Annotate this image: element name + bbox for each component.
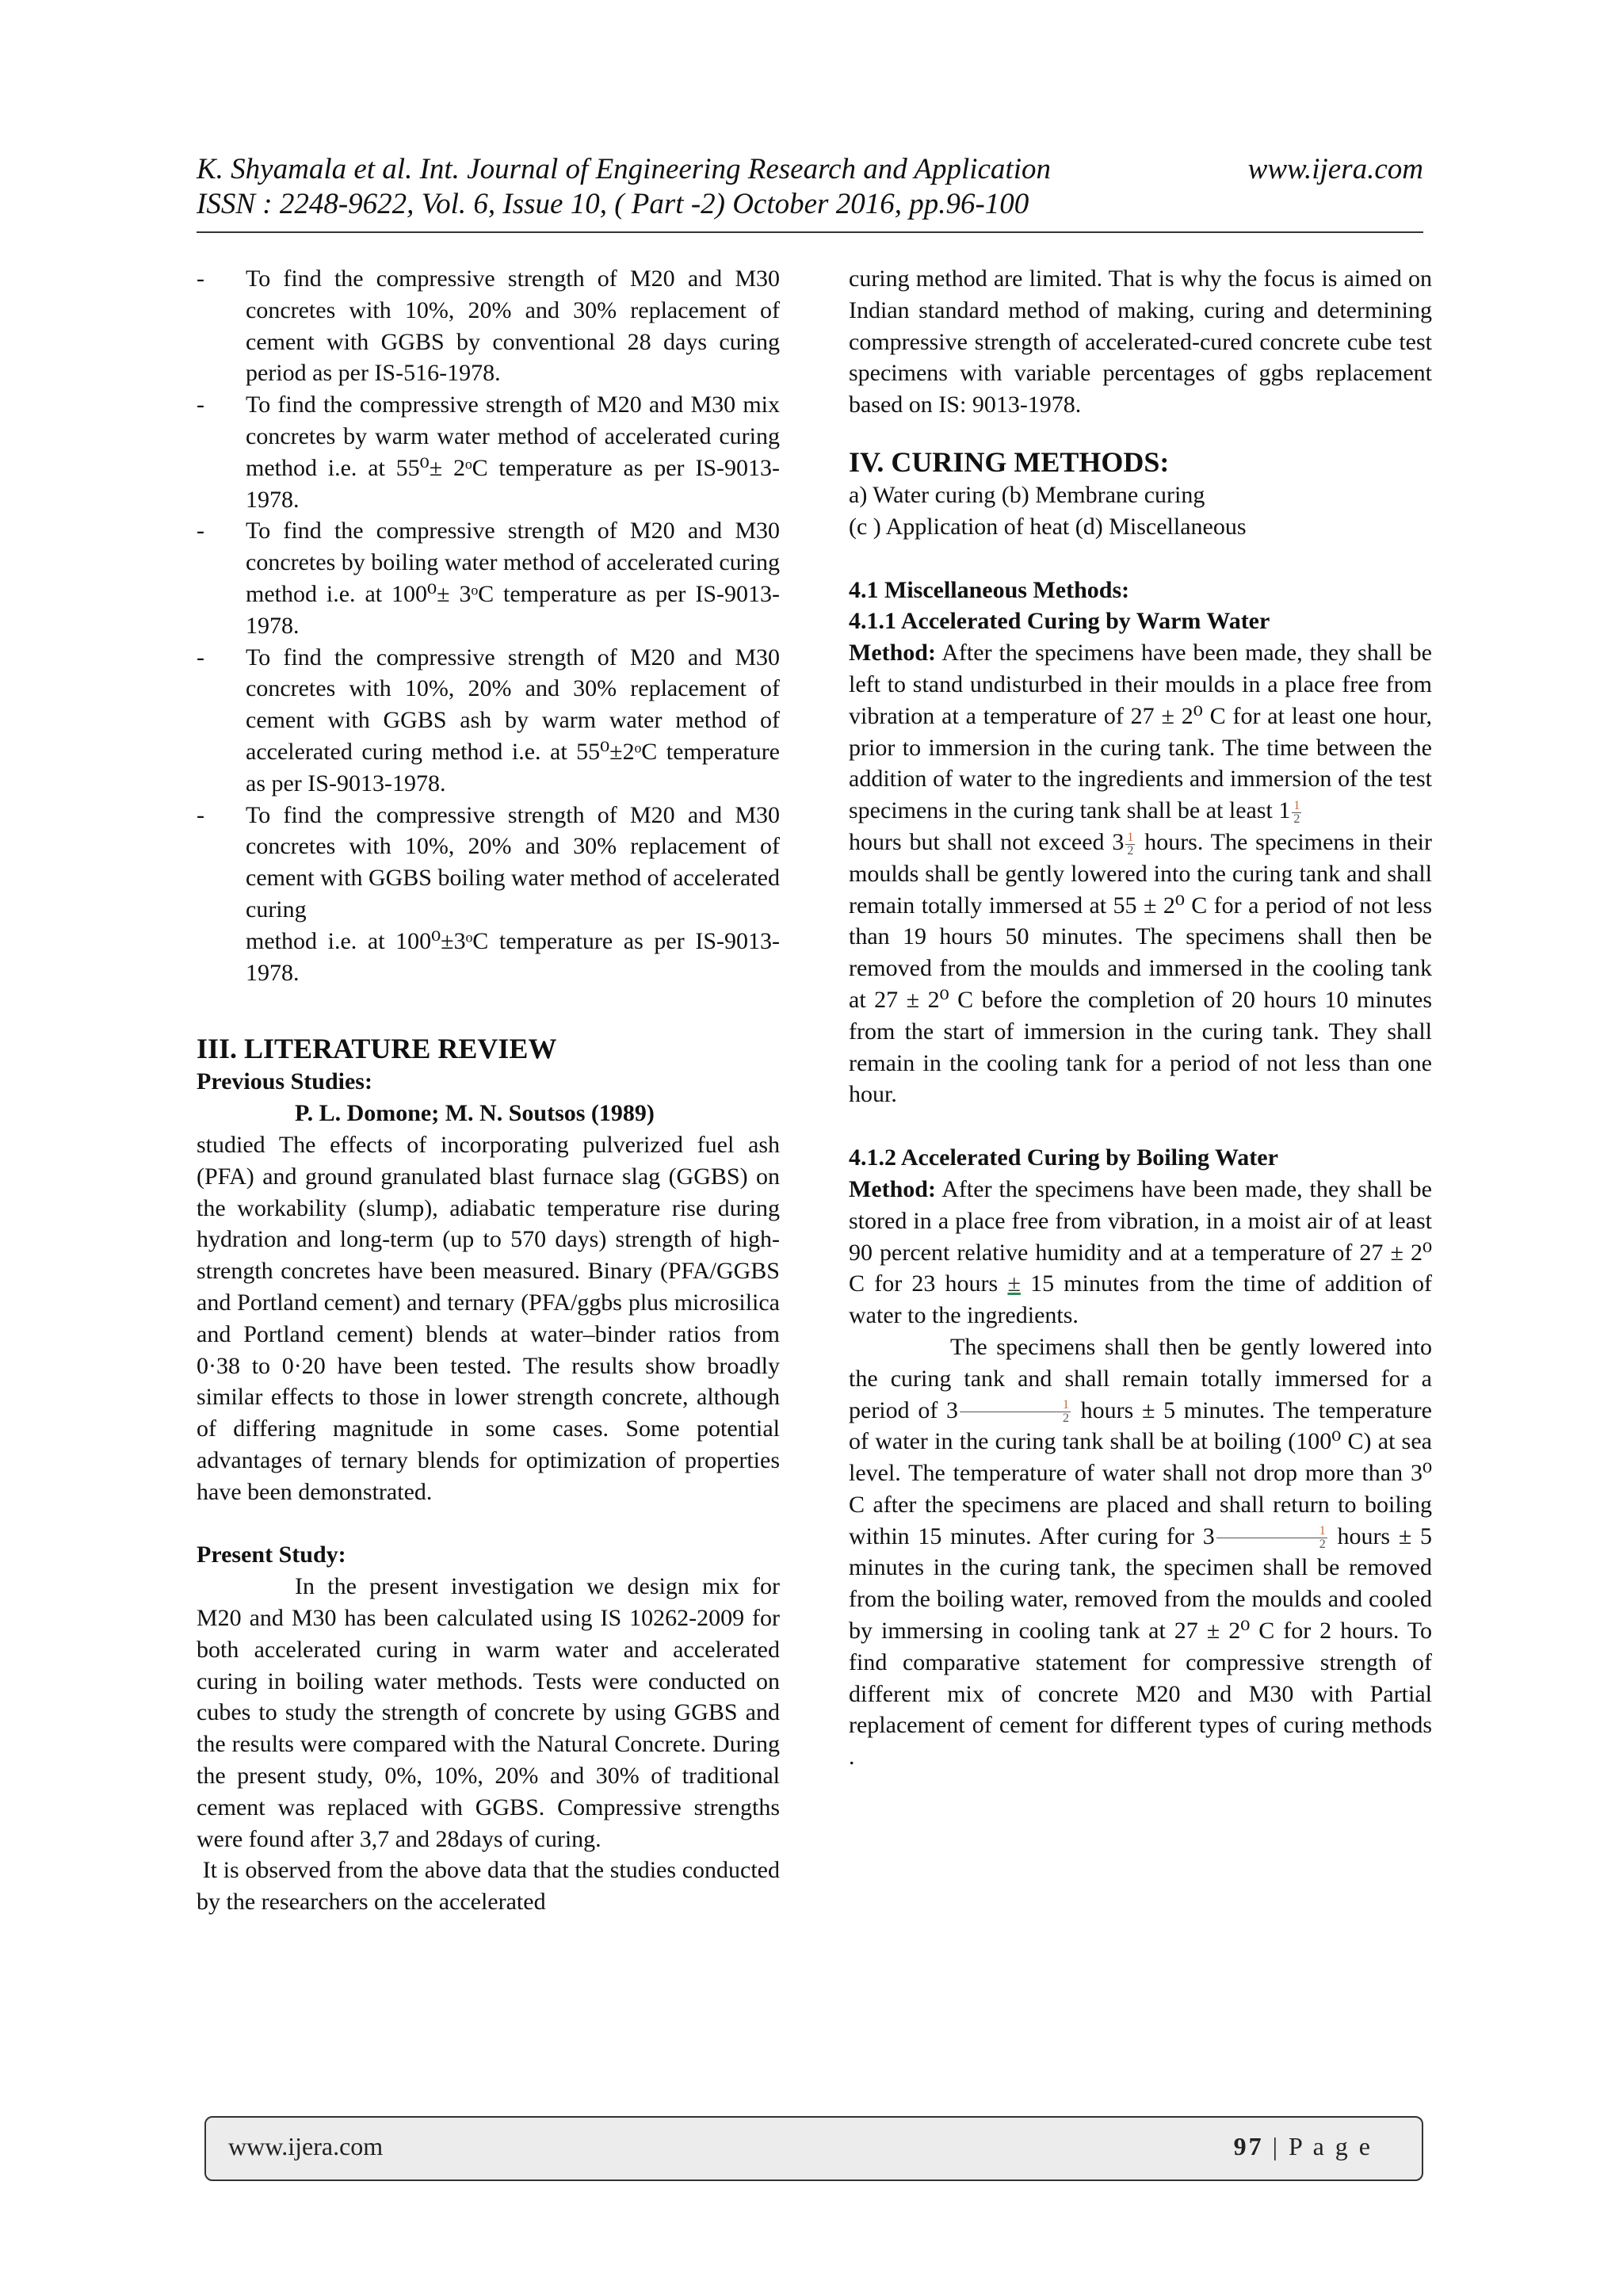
section-heading-literature-review: III. LITERATURE REVIEW — [197, 1033, 557, 1065]
left-column — [197, 263, 780, 1918]
plus-minus-icon: ± — [1007, 1270, 1021, 1297]
fraction-one-half: $\frac{1}{2}$ — [960, 1399, 1071, 1425]
subsection-heading-miscellaneous: 4.1 Miscellaneous Methods: — [849, 576, 1130, 603]
journal-citation: K. Shyamala et al. Int. Journal of Engineering Research and Application — [197, 153, 1051, 185]
issn-citation: ISSN : 2248-9622, Vol. 6, Issue 10, ( Part -2) October 2016, pp.96-100 — [197, 188, 1029, 220]
fraction-one-half: $\frac{1}{2}$ — [1216, 1525, 1327, 1551]
list-item: - To find the compressive strength of M20 and M30 concretes with 10%, 20% and 30% replacement of cement with GGBS by conventional 28 days curing period as per IS-516-1978. — [197, 266, 780, 387]
warm-water-paragraph: Method: After the specimens have been made, they shall be left to stand undisturbed in their moulds in a place free from vibration at a temperature of 27 ± 2⁰ C for at least one hour, prior to immersion in the curing tank. The time between the addition of water to the ingredients and immersion of the test specimens in the curing tank shall be at least 1 $\frac{1}{2}$ hours but shall not exceed 3 $\frac{1}{2}$ hours. The specimens in their moulds shall be gently lowered into the curing tank and shall remain totally immersed at 55 ± 2⁰ C for a period of not less than 19 hours 50 minutes. The specimens shall then be removed from the moulds and immersed in the cooling tank at 27 ± 2⁰ C before the completion of 20 hours 10 minutes from the start of immersion in the curing tank. They shall remain in the cooling tank for a period of not less than one hour. — [849, 640, 1433, 1108]
list-item: - To find the compressive strength of M20 and M30 mix concretes by warm water method of accelerated curing method i.e. at 55⁰± 2ᵒC temperature as per IS-9013-1978. — [197, 392, 780, 513]
header-rule — [197, 231, 1423, 233]
list-item: - To find the compressive strength of M20 and M30 concretes with 10%, 20% and 30% replacement of cement with GGBS ash by warm water method of accelerated curing method i.e. at 55⁰±2ᵒC temperature as per IS-9013-1978. — [197, 644, 780, 797]
fraction-one-half: $\frac{1}{2}$ — [1293, 798, 1300, 826]
subsection-heading-warm-water: 4.1.1 Accelerated Curing by Warm Water — [849, 608, 1270, 635]
present-study-paragraph: In the present investigation we design mix for M20 and M30 has been calculated using IS 10262-2009 for both accelerated curing in warm water and accelerated curing in boiling water methods. Tests were conducted on cubes to study the strength of concrete by using GGBS and the results were compared with the Natural Concrete. During the present study, 0%, 10%, 20% and 30% of traditional cement was replaced with GGBS. Compressive strengths were found after 3,7 and 28days of curing. — [197, 1573, 780, 1852]
section-heading-curing-methods: IV. CURING METHODS: — [849, 445, 1170, 478]
list-item: - To find the compressive strength of M20 and M30 concretes by boiling water method of accelerated curing method i.e. at 100⁰± 3ᵒC temperature as per IS-9013-1978. — [197, 518, 780, 639]
previous-studies-paragraph: studied The effects of incorporating pulverized fuel ash (PFA) and ground granulated blast furnace slag (GGBS) on the workability (slump), adiabatic temperature rise during hydration and long-term (up to 570 days) strength of high-strength concretes have been measured. Binary (PFA/GGBS and Portland cement) and ternary (PFA/ggbs plus microsilica and Portland cement) blends at water–binder ratios from 0·38 to 0·20 have been tested. The results show broadly similar effects to those in lower strength concrete, although of differing magnitude in some cases. Some potential advantages of ternary blends for optimization of properties have been demonstrated. — [197, 1131, 780, 1505]
previous-studies-heading: Previous Studies: — [197, 1068, 372, 1095]
present-study-heading: Present Study: — [197, 1541, 346, 1568]
page-number: 97 | P a g e — [1233, 2132, 1373, 2160]
continued-paragraph: curing method are limited. That is why the focus is aimed on Indian standard method of making, curing and determining compressive strength of accelerated-cured concrete cube test specimens with variable percentages of ggbs replacement based on IS: 9013-1978. — [849, 266, 1432, 418]
boiling-water-paragraph-2: The specimens shall then be gently lowered into the curing tank and shall remain totally immersed for a period of 3 $\frac{1}{2}$ hours ± 5 minutes. The temperature of water in the curing tank shall be at boiling (100⁰ C) at sea level. The temperature of water shall not drop more than 3⁰ C after the specimens are placed and shall return to boiling within 15 minutes. After curing for 3 $\frac{1}{2}$ hours ± 5 minutes in the curing tank, the specimen shall be removed from the boiling water, removed from the moulds and cooled by immersing in cooling tank at 27 ± 2⁰ C for 2 hours. To find comparative statement for compressive strength of different mix of concrete M20 and M30 with Partial replacement of cement for different types of curing methods . — [849, 1333, 1432, 1771]
header-line-1 — [197, 152, 1423, 187]
methods-line-1: a) Water curing (b) Membrane curing — [849, 481, 1205, 508]
boiling-water-paragraph: Method: After the specimens have been made, they shall be stored in a place free from vibration, in a moist air of at least 90 percent relative humidity and at a temperature of 27 ± 2⁰ C for 23 hours ± 15 minutes from the time of addition of water to the ingredients. — [849, 1175, 1433, 1329]
footer-url: www.ijera.com — [228, 2132, 384, 2160]
page-footer — [204, 2116, 1423, 2181]
objectives-list — [197, 263, 780, 988]
cited-authors: P. L. Domone; M. N. Soutsos (1989) — [295, 1100, 655, 1127]
list-item-continuation: method i.e. at 100⁰±3ᵒC temperature as per IS-9013-1978. — [246, 927, 780, 986]
observation-paragraph: It is observed from the above data that the studies conducted by the researchers on the accelerated — [197, 1857, 780, 1916]
fraction-one-half: $\frac{1}{2}$ — [1127, 830, 1134, 858]
subsection-heading-boiling-water: 4.1.2 Accelerated Curing by Boiling Water — [849, 1144, 1278, 1171]
list-item: - To find the compressive strength of M20 and M30 concretes with 10%, 20% and 30% replacement of cement with GGBS boiling water method of accelerated curing method i.e. at 100⁰±3ᵒC temperature as per IS-9013-1978. — [197, 801, 780, 986]
header-line-2 — [197, 187, 1423, 222]
running-header — [197, 152, 1423, 222]
methods-line-2: (c ) Application of heat (d) Miscellaneous — [849, 513, 1247, 540]
journal-url: www.ijera.com — [1247, 153, 1423, 185]
right-column — [849, 263, 1432, 1773]
